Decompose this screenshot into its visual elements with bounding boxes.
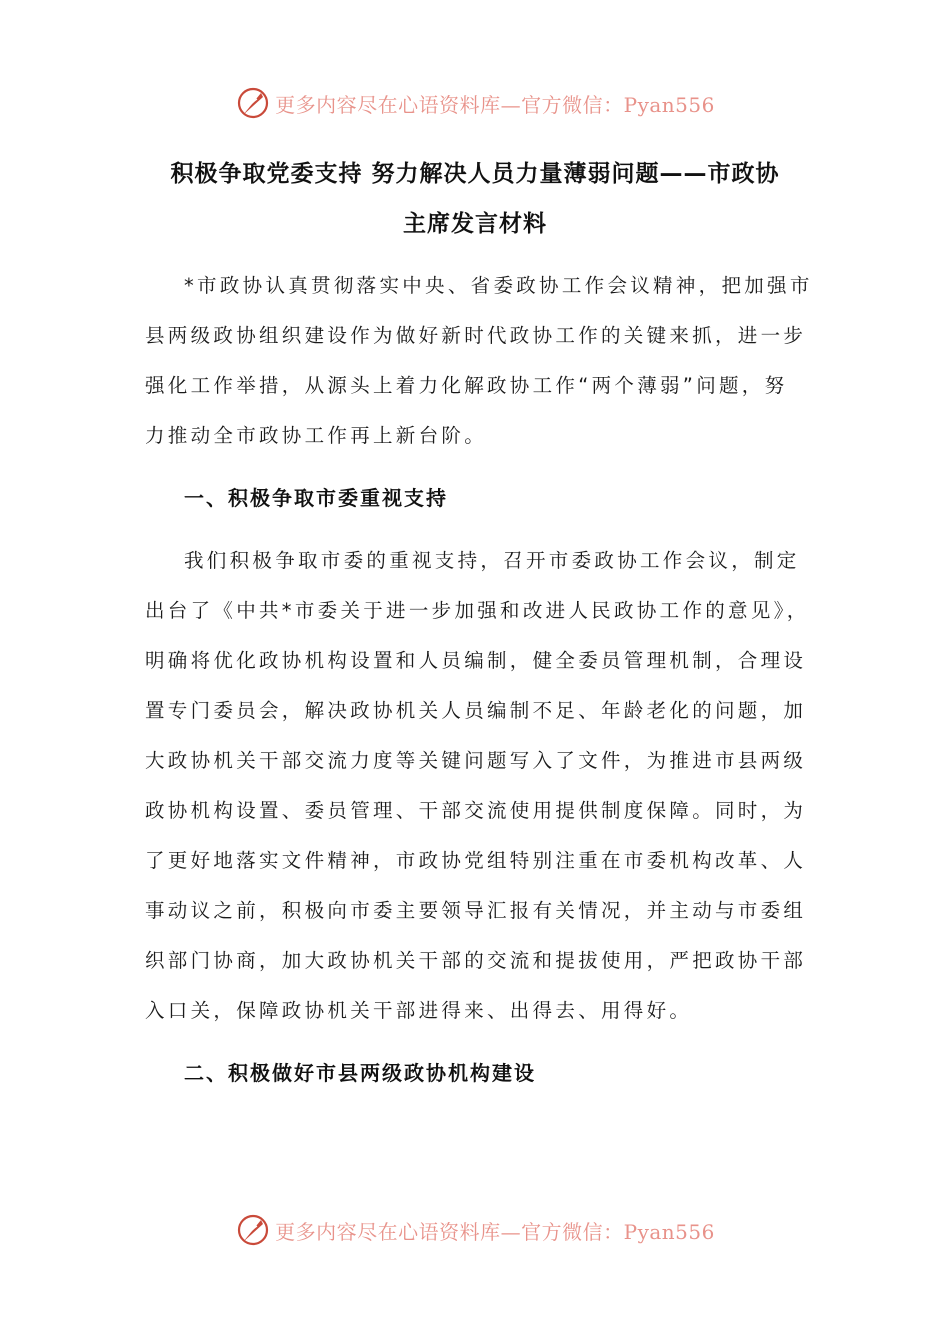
section-2-heading: 二、积极做好市县两级政协机构建设 [184,1061,536,1085]
section-1-line-10: 入口关，保障政协机关干部进得来、出得去、用得好。 [145,999,693,1022]
section-1-line-5: 大政协机关干部交流力度等关键问题写入了文件，为推进市县两级 [145,749,807,772]
intro-line-1: *市政协认真贯彻落实中央、省委政协工作会议精神，把加强市 [184,274,813,297]
quill-logo-icon [235,85,271,121]
intro-line-3: 强化工作举措，从源头上着力化解政协工作“两个薄弱”问题，努 [145,374,788,397]
watermark-text: 更多内容尽在心语资料库—官方微信：Pyan556 [275,1219,715,1244]
intro-line-2: 县两级政协组织建设作为做好新时代政协工作的关键来抓，进一步 [145,324,807,347]
section-1-line-1: 我们积极争取市委的重视支持，召开市委政协工作会议，制定 [184,549,800,572]
document-title-line-2: 主席发言材料 [403,211,547,237]
watermark-footer [0,1210,950,1250]
section-1-line-4: 置专门委员会，解决政协机关人员编制不足、年龄老化的问题，加 [145,699,807,722]
section-1-line-7: 了更好地落实文件精神，市政协党组特别注重在市委机构改革、人 [145,849,807,872]
section-1-line-9: 织部门协商，加大政协机关干部的交流和提拔使用，严把政协干部 [145,949,807,972]
document-title-line-1: 积极争取党委支持 努力解决人员力量薄弱问题——市政协 [170,161,780,187]
section-1-heading: 一、积极争取市委重视支持 [184,486,448,510]
section-1-line-8: 事动议之前，积极向市委主要领导汇报有关情况，并主动与市委组 [145,899,807,922]
section-1-line-6: 政协机构设置、委员管理、干部交流使用提供制度保障。同时，为 [145,799,807,822]
intro-line-4: 力推动全市政协工作再上新台阶。 [145,424,488,447]
section-1-line-3: 明确将优化政协机构设置和人员编制，健全委员管理机制，合理设 [145,649,807,672]
quill-logo-icon [235,1212,271,1248]
section-1-line-2: 出台了《中共*市委关于进一步加强和改进人民政协工作的意见》， [145,599,810,622]
watermark-text: 更多内容尽在心语资料库—官方微信：Pyan556 [275,92,715,117]
watermark-header [0,83,950,123]
